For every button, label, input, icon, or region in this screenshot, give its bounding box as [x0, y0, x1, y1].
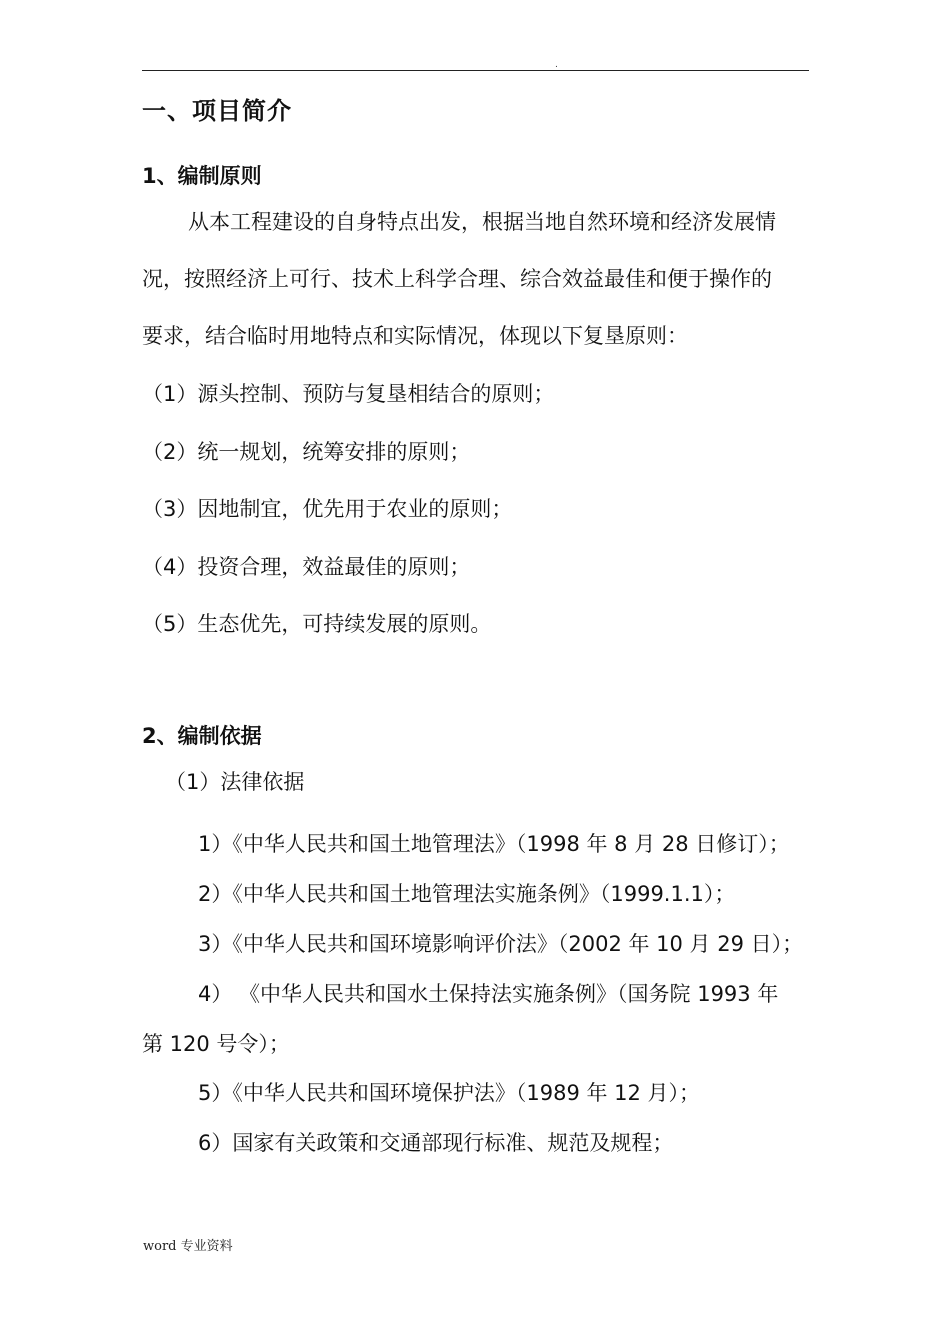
law-item: 2）《中华人民共和国土地管理法实施条例》（1999.1.1）； [198, 882, 736, 906]
law-item-continuation: 第 120 号令）； [142, 1032, 290, 1056]
law-item: 4） 《中华人民共和国水土保持法实施条例》（国务院 1993 年 [198, 982, 779, 1006]
paragraph-line: 况，按照经济上可行、技术上科学合理、综合效益最佳和便于操作的 [142, 267, 772, 291]
law-item: 6）国家有关政策和交通部现行标准、规范及规程； [198, 1131, 674, 1155]
header-rule [142, 70, 809, 71]
paragraph-line: 要求，结合临时用地特点和实际情况，体现以下复垦原则： [142, 324, 688, 348]
law-basis-heading: （1）法律依据 [165, 770, 305, 794]
law-item: 3）《中华人民共和国环境影响评价法》（2002 年 10 月 29 日）； [198, 932, 804, 956]
principle-item: （4）投资合理，效益最佳的原则； [142, 555, 471, 579]
law-item: 1）《中华人民共和国土地管理法》（1998 年 8 月 28 日修订）； [198, 832, 790, 856]
principle-item: （1）源头控制、预防与复垦相结合的原则； [142, 382, 555, 406]
section-title: 一、项目简介 [142, 97, 292, 125]
footer-text: word 专业资料 [143, 1239, 233, 1254]
law-item: 5）《中华人民共和国环境保护法》（1989 年 12 月）； [198, 1081, 701, 1105]
subsection-title-basis: 2、编制依据 [142, 724, 262, 748]
subsection-title-principles: 1、编制原则 [142, 164, 262, 188]
principle-item: （2）统一规划，统筹安排的原则； [142, 440, 471, 464]
principle-item: （5）生态优先，可持续发展的原则。 [142, 612, 492, 636]
header-mark: . [555, 60, 558, 70]
principle-item: （3）因地制宜，优先用于农业的原则； [142, 497, 513, 521]
paragraph-line: 从本工程建设的自身特点出发，根据当地自然环境和经济发展情 [188, 210, 776, 234]
